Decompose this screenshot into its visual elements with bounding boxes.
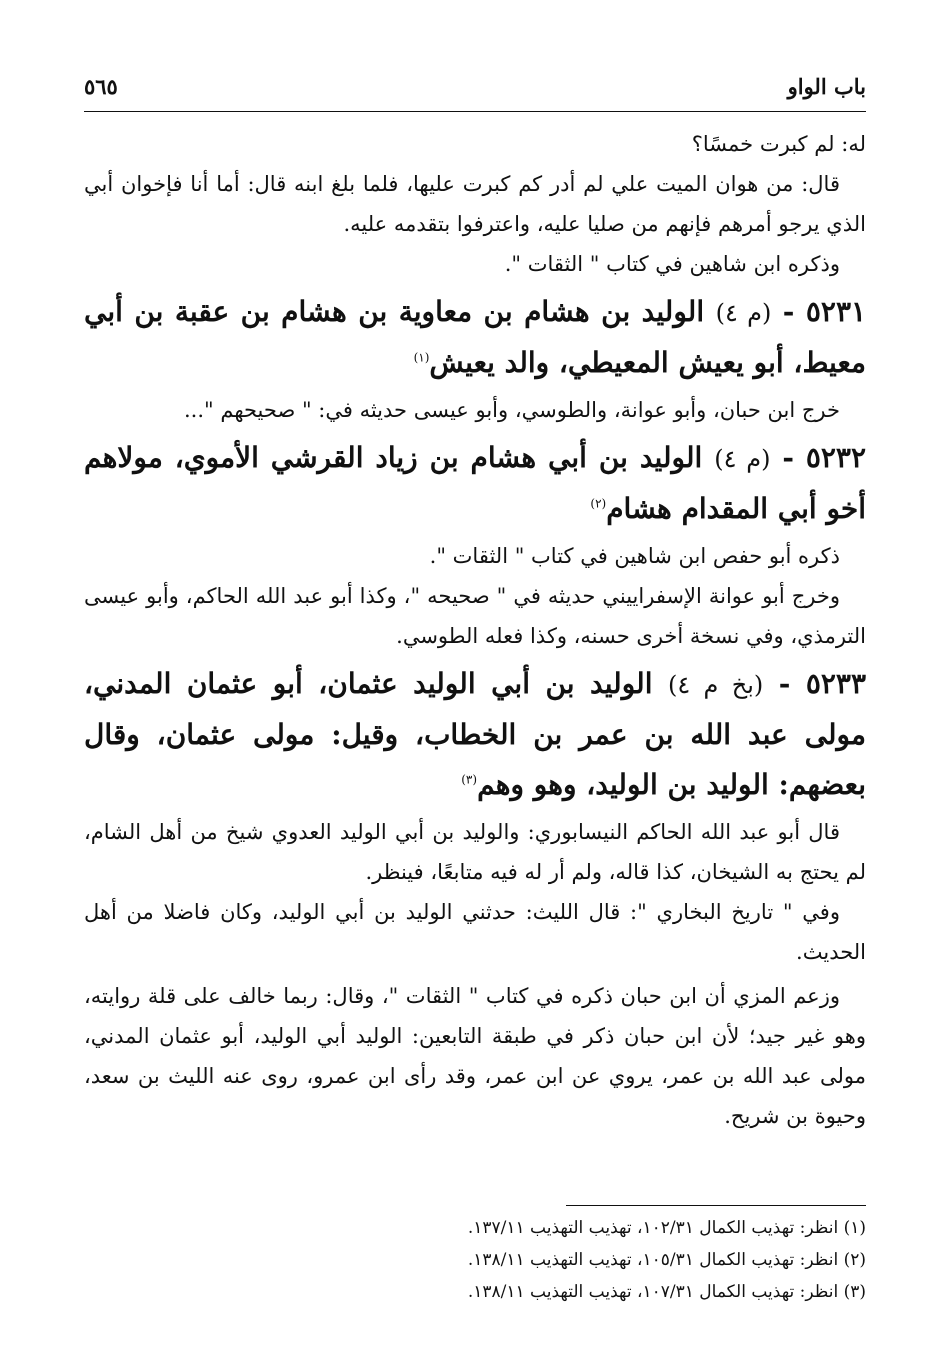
header-divider bbox=[84, 111, 866, 112]
entry-name: الوليد بن هشام بن معاوية بن هشام بن عقبة بن أبي معيط، أبو يعيش المعيطي، والد يعيش bbox=[84, 295, 866, 379]
entry-5233 bbox=[84, 659, 866, 810]
entry-5231 bbox=[84, 287, 866, 388]
footnote-divider bbox=[566, 1205, 866, 1206]
footnote: (٢) انظر: تهذيب الكمال ١٠٥/٣١، تهذيب التهذيب ١٣٨/١١. bbox=[467, 1250, 866, 1270]
footnote-marker: (٣) bbox=[461, 772, 478, 787]
entry-name: الوليد بن أبي الوليد عثمان، أبو عثمان المدني، مولى عبد الله بن عمر بن الخطاب، وقيل: مولى عثمان، وقال بعضهم: الوليد بن الوليد، وهو وهم bbox=[84, 667, 866, 801]
main-text bbox=[84, 124, 866, 1136]
entry-number: ٥٢٣٢ - bbox=[770, 441, 866, 474]
entry-5232 bbox=[84, 433, 866, 534]
paragraph: وخرج أبو عوانة الإسفراييني حديثه في " صحيحه "، وكذا أبو عبد الله الحاكم، وأبو عيسى الترمذي، وفي نسخة أخرى حسنه، وكذا فعله الطوسي. bbox=[84, 584, 866, 648]
entry-number: ٥٢٣٣ - bbox=[763, 667, 866, 700]
entry-number: ٥٢٣١ - bbox=[771, 295, 867, 328]
book-page bbox=[84, 0, 866, 1372]
footnote-marker: (١) bbox=[413, 350, 430, 365]
paragraph: وفي " تاريخ البخاري ": قال الليث: حدثني الوليد بن أبي الوليد، وكان فاضلا من أهل الحديث. bbox=[84, 900, 866, 964]
page-header bbox=[84, 66, 866, 106]
footnote-marker: (٢) bbox=[590, 496, 607, 511]
page-number: ٥٦٥ bbox=[84, 73, 118, 99]
entry-tag: (م ٤) bbox=[714, 445, 771, 473]
paragraph: ذكره أبو حفص ابن شاهين في كتاب " الثقات ". bbox=[429, 544, 840, 568]
paragraph: قال أبو عبد الله الحاكم النيسابوري: والوليد بن أبي الوليد العدوي شيخ من أهل الشام، لم يحتج به الشيخان، كذا قاله، ولم أر له فيه متابعًا، فينظر. bbox=[84, 820, 866, 884]
paragraph: له: لم كبرت خمسًا؟ bbox=[691, 132, 866, 156]
footnotes bbox=[84, 1212, 866, 1308]
entry-name: الوليد بن أبي هشام بن زياد القرشي الأموي، مولاهم أخو أبي المقدام هشام bbox=[84, 441, 866, 525]
paragraph: وذكره ابن شاهين في كتاب " الثقات ". bbox=[504, 252, 840, 276]
entry-tag: (بخ م ٤) bbox=[667, 671, 764, 699]
running-title: باب الواو bbox=[787, 73, 866, 99]
footnote: (١) انظر: تهذيب الكمال ١٠٢/٣١، تهذيب التهذيب ١٣٧/١١. bbox=[467, 1218, 866, 1238]
paragraph: خرج ابن حبان، وأبو عوانة، والطوسي، وأبو عيسى حديثه في: " صحيحهم "... bbox=[183, 398, 840, 422]
paragraph: قال: من هوان الميت علي لم أدر كم كبرت عليها، فلما بلغ ابنه قال: أما أنا فإخوان أبي الذي يرجو أمرهم فإنهم من صليا عليه، واعترفوا بتقدمه عليه. bbox=[84, 172, 866, 236]
entry-tag: (م ٤) bbox=[715, 299, 772, 327]
footnote: (٣) انظر: تهذيب الكمال ١٠٧/٣١، تهذيب التهذيب ١٣٨/١١. bbox=[467, 1282, 866, 1302]
paragraph: وزعم المزي أن ابن حبان ذكره في كتاب " الثقات "، وقال: ربما خالف على قلة روايته، وهو غير جيد؛ لأن ابن حبان ذكر في طبقة التابعين: الوليد أبي الوليد، أبو عثمان المدني، مولى عبد الله بن عمر، يروي عن ابن عمر، وقد رأى ابن عمرو، روى عنه الليث بن سعد، وحيوة بن شريح. bbox=[84, 984, 866, 1128]
